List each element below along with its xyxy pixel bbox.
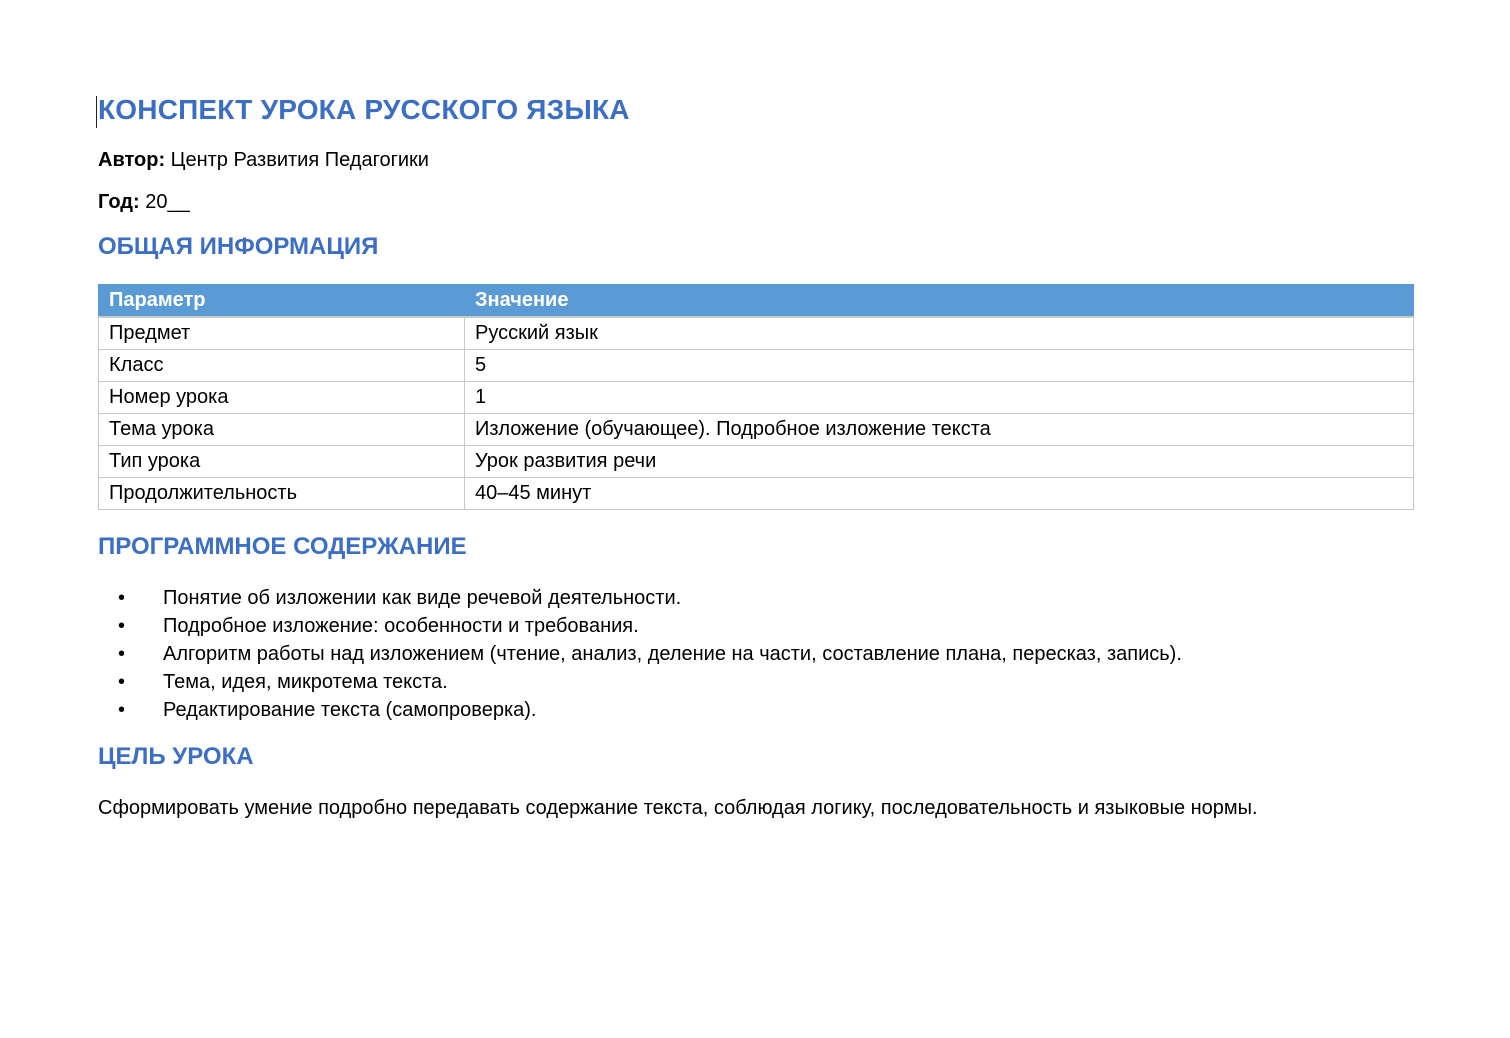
table-cell-value: Русский язык [465,317,1414,350]
table-cell-value: 5 [465,350,1414,382]
column-header-parameter: Параметр [99,285,465,318]
column-header-value: Значение [465,285,1414,318]
table-cell-value: 1 [465,382,1414,414]
document-title[interactable] [98,90,1412,130]
list-item [98,584,1412,612]
table-cell-parameter: Предмет [99,317,465,350]
author-label: Автор: [98,149,166,171]
program-content-heading: ПРОГРАММНОЕ СОДЕРЖАНИЕ [98,533,467,560]
general-info-heading: ОБЩАЯ ИНФОРМАЦИЯ [98,233,379,260]
bullet-icon: • [118,587,126,609]
list-item [98,668,1412,696]
table-row [99,446,1414,478]
table-row [99,414,1414,446]
list-item-text: Редактирование текста (самопроверка). [163,699,537,721]
list-item [98,696,1412,724]
table-cell-parameter: Продолжительность [99,478,465,510]
table-cell-parameter: Тип урока [99,446,465,478]
bullet-icon: • [118,699,126,721]
table-cell-parameter: Номер урока [99,382,465,414]
table-row [99,317,1414,350]
program-content-list [98,584,1412,724]
table-row [99,382,1414,414]
document-page [98,90,1412,822]
bullet-icon: • [118,671,126,693]
list-item-text: Понятие об изложении как виде речевой деятельности. [163,587,682,609]
table-cell-parameter: Класс [99,350,465,382]
list-item-text: Тема, идея, микротема текста. [163,671,448,693]
document-title-text: КОНСПЕКТ УРОКА РУССКОГО ЯЗЫКА [98,94,630,125]
text-cursor [96,96,97,128]
table-cell-parameter: Тема урока [99,414,465,446]
author-line [98,146,1412,174]
bullet-icon: • [118,615,126,637]
lesson-goal-text: Сформировать умение подробно передавать содержание текста, соблюдая логику, последовательность и языковые нормы. [98,797,1258,819]
bullet-icon: • [118,643,126,665]
lesson-goal-heading: ЦЕЛЬ УРОКА [98,743,254,770]
list-item [98,612,1412,640]
year-label: Год: [98,191,140,213]
list-item-text: Подробное изложение: особенности и требования. [163,615,639,637]
table-cell-value: 40–45 минут [465,478,1414,510]
list-item [98,640,1412,668]
table-header-row [99,285,1414,318]
table-cell-value: Изложение (обучающее). Подробное изложение текста [465,414,1414,446]
table-cell-value: Урок развития речи [465,446,1414,478]
general-info-table [98,284,1414,510]
author-value: Центр Развития Педагогики [170,149,429,171]
table-row [99,350,1414,382]
table-row [99,478,1414,510]
year-line [98,188,1412,216]
year-value: 20__ [145,191,190,213]
list-item-text: Алгоритм работы над изложением (чтение, анализ, деление на части, составление плана, пересказ, запись). [163,643,1182,665]
